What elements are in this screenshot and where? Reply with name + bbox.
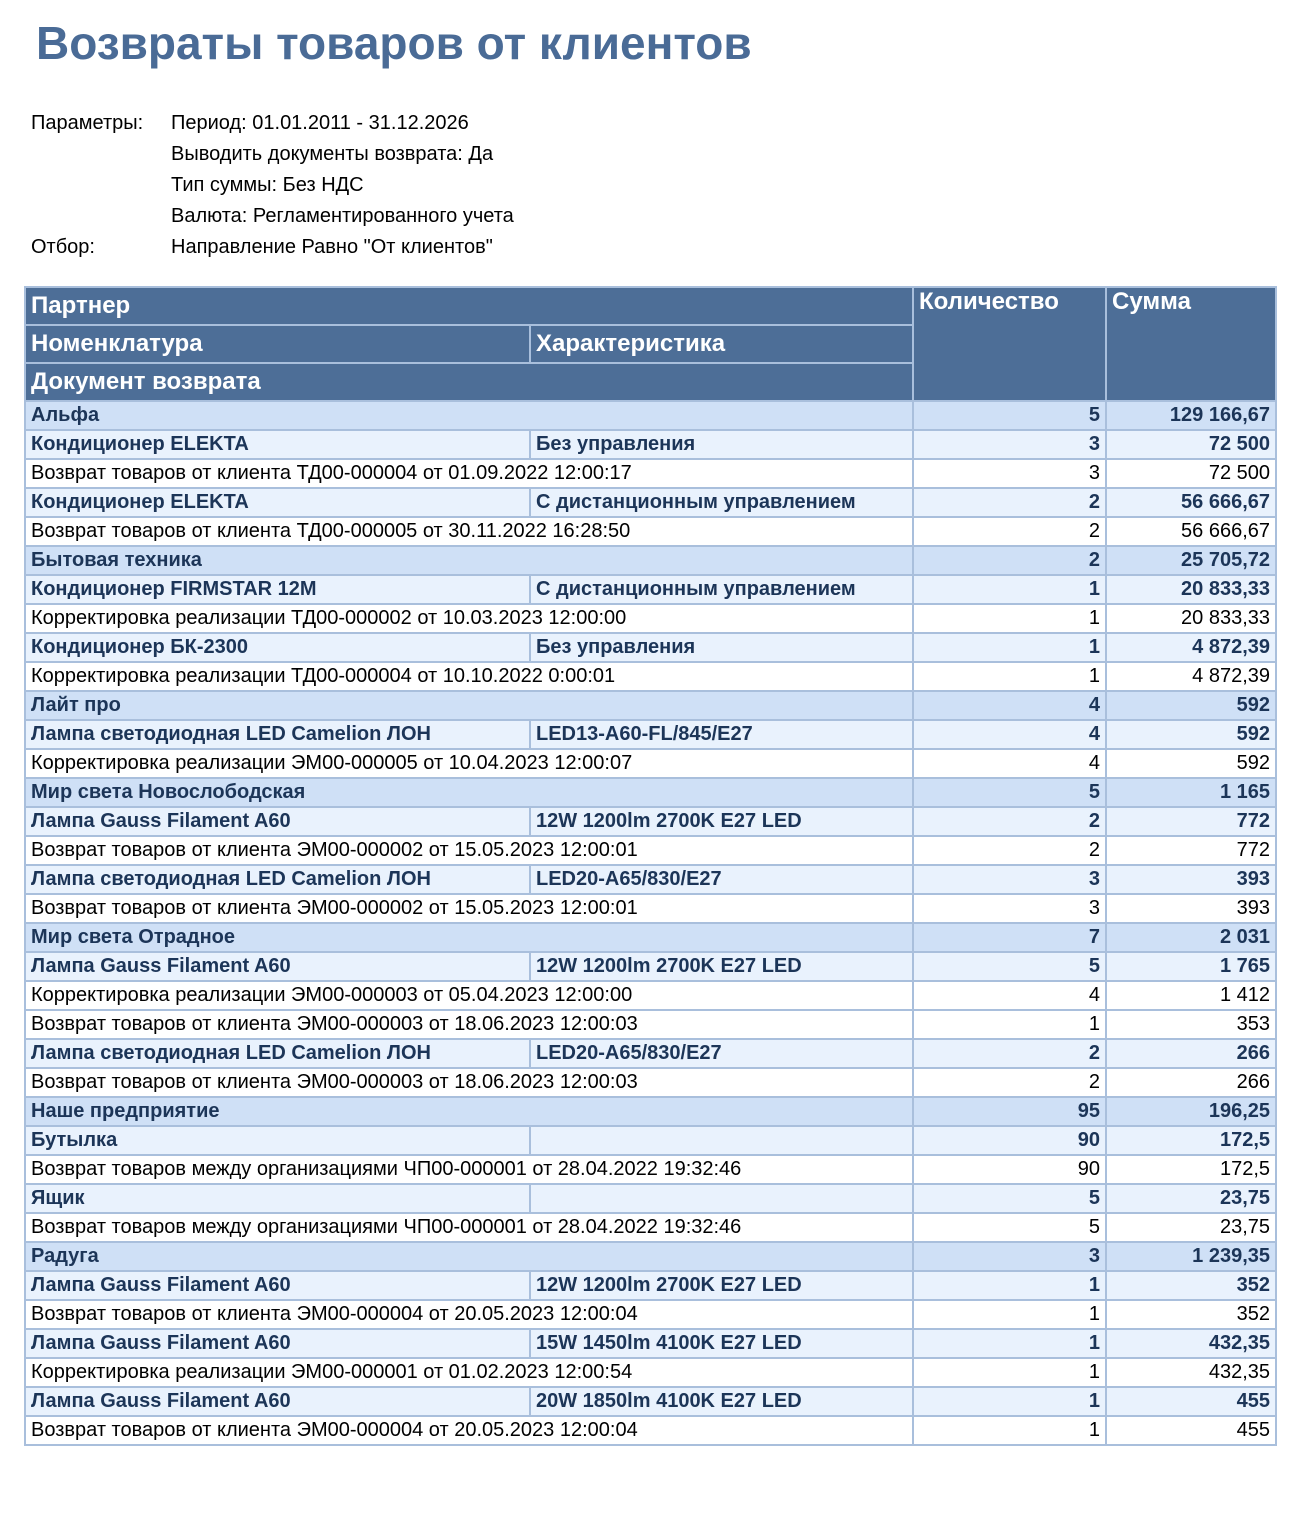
params-label: Параметры: [31,112,144,134]
sum-cell: 266 [1106,1039,1276,1068]
param-sum-type: Тип суммы: Без НДС [171,174,364,196]
nomenclature-row [25,1126,1276,1155]
quantity-cell: 5 [913,952,1106,981]
header-document: Документ возврата [25,363,913,401]
sum-cell: 352 [1106,1300,1276,1329]
characteristic: Без управления [530,633,913,662]
nomenclature-row [25,1039,1276,1068]
param-filter: Направление Равно "От клиентов" [171,236,493,258]
quantity-cell: 5 [913,401,1106,430]
sum-cell: 23,75 [1106,1213,1276,1242]
nomenclature-name: Кондиционер FIRMSTAR 12M [25,575,530,604]
characteristic: С дистанционным управлением [530,575,913,604]
partner-row [25,546,1276,575]
characteristic: Без управления [530,430,913,459]
quantity-cell: 1 [913,1329,1106,1358]
quantity-cell: 5 [913,1184,1106,1213]
sum-cell: 592 [1106,720,1276,749]
document-name: Возврат товаров от клиента ЭМ00-000002 от 15.05.2023 12:00:01 [25,836,913,865]
quantity-cell: 3 [913,430,1106,459]
partner-row [25,691,1276,720]
sum-cell: 1 412 [1106,981,1276,1010]
quantity-cell: 1 [913,1387,1106,1416]
header-quantity: Количество [913,287,1106,401]
document-row [25,1213,1276,1242]
report-parameters [31,108,514,263]
sum-cell: 772 [1106,836,1276,865]
quantity-cell: 4 [913,981,1106,1010]
document-name: Возврат товаров от клиента ЭМ00-000003 от 18.06.2023 12:00:03 [25,1068,913,1097]
partner-row [25,1097,1276,1126]
sum-cell: 455 [1106,1416,1276,1445]
param-row-filter [31,232,514,263]
quantity-cell: 3 [913,1242,1106,1271]
quantity-cell: 90 [913,1155,1106,1184]
partner-name: Лайт про [25,691,913,720]
sum-cell: 592 [1106,749,1276,778]
document-row [25,836,1276,865]
quantity-cell: 1 [913,1271,1106,1300]
document-name: Возврат товаров от клиента ЭМ00-000004 от 20.05.2023 12:00:04 [25,1300,913,1329]
quantity-cell: 1 [913,1416,1106,1445]
document-name: Возврат товаров от клиента ЭМ00-000003 от 18.06.2023 12:00:03 [25,1010,913,1039]
partner-name: Мир света Отрадное [25,923,913,952]
sum-cell: 20 833,33 [1106,575,1276,604]
quantity-cell: 4 [913,749,1106,778]
partner-row [25,1242,1276,1271]
quantity-cell: 4 [913,720,1106,749]
characteristic: 12W 1200lm 2700K E27 LED [530,1271,913,1300]
characteristic: С дистанционным управлением [530,488,913,517]
sum-cell: 72 500 [1106,459,1276,488]
quantity-cell: 5 [913,1213,1106,1242]
header-sum: Сумма [1106,287,1276,401]
nomenclature-row [25,807,1276,836]
document-row [25,517,1276,546]
document-row [25,1155,1276,1184]
document-name: Корректировка реализации ЭМ00-000005 от 10.04.2023 12:00:07 [25,749,913,778]
nomenclature-name: Кондиционер ELEKTA [25,488,530,517]
param-row-period [31,108,514,139]
param-show-docs: Выводить документы возврата: Да [171,143,494,165]
nomenclature-name: Ящик [25,1184,530,1213]
nomenclature-row [25,720,1276,749]
sum-cell: 432,35 [1106,1329,1276,1358]
characteristic: 12W 1200lm 2700K E27 LED [530,952,913,981]
quantity-cell: 2 [913,836,1106,865]
sum-cell: 72 500 [1106,430,1276,459]
quantity-cell: 1 [913,633,1106,662]
sum-cell: 393 [1106,894,1276,923]
nomenclature-name: Лампа Gauss Filament A60 [25,1271,530,1300]
nomenclature-name: Бутылка [25,1126,530,1155]
sum-cell: 129 166,67 [1106,401,1276,430]
sum-cell: 196,25 [1106,1097,1276,1126]
characteristic: LED13-A60-FL/845/E27 [530,720,913,749]
characteristic: 20W 1850lm 4100K E27 LED [530,1387,913,1416]
header-nomenclature: Номенклатура [25,325,530,363]
quantity-cell: 2 [913,1039,1106,1068]
quantity-cell: 1 [913,662,1106,691]
partner-name: Мир света Новослободская [25,778,913,807]
sum-cell: 1 165 [1106,778,1276,807]
sum-cell: 1 239,35 [1106,1242,1276,1271]
quantity-cell: 1 [913,604,1106,633]
sum-cell: 23,75 [1106,1184,1276,1213]
header-partner: Партнер [25,287,913,325]
characteristic [530,1184,913,1213]
sum-cell: 455 [1106,1387,1276,1416]
quantity-cell: 95 [913,1097,1106,1126]
sum-cell: 772 [1106,807,1276,836]
sum-cell: 592 [1106,691,1276,720]
document-row [25,894,1276,923]
characteristic: 12W 1200lm 2700K E27 LED [530,807,913,836]
header-row-partner [25,287,1276,325]
document-name: Корректировка реализации ЭМ00-000001 от 01.02.2023 12:00:54 [25,1358,913,1387]
sum-cell: 56 666,67 [1106,517,1276,546]
characteristic: LED20-A65/830/E27 [530,865,913,894]
sum-cell: 20 833,33 [1106,604,1276,633]
nomenclature-name: Кондиционер БК-2300 [25,633,530,662]
partner-name: Альфа [25,401,913,430]
header-characteristic: Характеристика [530,325,913,363]
sum-cell: 1 765 [1106,952,1276,981]
report-body [25,401,1276,1445]
characteristic [530,1126,913,1155]
quantity-cell: 3 [913,459,1106,488]
sum-cell: 353 [1106,1010,1276,1039]
nomenclature-row [25,633,1276,662]
quantity-cell: 2 [913,488,1106,517]
partner-row [25,923,1276,952]
quantity-cell: 1 [913,575,1106,604]
document-name: Возврат товаров между организациями ЧП00-000001 от 28.04.2022 19:32:46 [25,1155,913,1184]
sum-cell: 4 872,39 [1106,662,1276,691]
partner-name: Наше предприятие [25,1097,913,1126]
sum-cell: 172,5 [1106,1126,1276,1155]
sum-cell: 172,5 [1106,1155,1276,1184]
document-name: Возврат товаров от клиента ЭМ00-000004 от 20.05.2023 12:00:04 [25,1416,913,1445]
document-row [25,1416,1276,1445]
nomenclature-row [25,865,1276,894]
sum-cell: 56 666,67 [1106,488,1276,517]
nomenclature-row [25,1329,1276,1358]
characteristic: 15W 1450lm 4100K E27 LED [530,1329,913,1358]
quantity-cell: 90 [913,1126,1106,1155]
quantity-cell: 5 [913,778,1106,807]
characteristic: LED20-A65/830/E27 [530,1039,913,1068]
returns-table [24,286,1277,1446]
nomenclature-name: Лампа светодиодная LED Camelion ЛОН [25,865,530,894]
document-name: Корректировка реализации ТД00-000002 от 10.03.2023 12:00:00 [25,604,913,633]
nomenclature-name: Лампа Gauss Filament A60 [25,952,530,981]
param-currency: Валюта: Регламентированного учета [171,205,514,227]
nomenclature-row [25,1271,1276,1300]
nomenclature-name: Кондиционер ELEKTA [25,430,530,459]
sum-cell: 432,35 [1106,1358,1276,1387]
nomenclature-name: Лампа Gauss Filament A60 [25,1329,530,1358]
quantity-cell: 3 [913,865,1106,894]
quantity-cell: 4 [913,691,1106,720]
filter-label: Отбор: [31,236,95,258]
quantity-cell: 7 [913,923,1106,952]
quantity-cell: 3 [913,894,1106,923]
partner-name: Бытовая техника [25,546,913,575]
document-row [25,749,1276,778]
nomenclature-name: Лампа светодиодная LED Camelion ЛОН [25,1039,530,1068]
nomenclature-name: Лампа Gauss Filament A60 [25,1387,530,1416]
quantity-cell: 1 [913,1358,1106,1387]
document-name: Возврат товаров от клиента ТД00-000004 от 01.09.2022 12:00:17 [25,459,913,488]
nomenclature-row [25,430,1276,459]
document-row [25,604,1276,633]
sum-cell: 393 [1106,865,1276,894]
document-name: Возврат товаров от клиента ТД00-000005 от 30.11.2022 16:28:50 [25,517,913,546]
document-name: Возврат товаров от клиента ЭМ00-000002 от 15.05.2023 12:00:01 [25,894,913,923]
quantity-cell: 2 [913,1068,1106,1097]
nomenclature-name: Лампа Gauss Filament A60 [25,807,530,836]
param-row-currency [31,201,514,232]
document-row [25,1068,1276,1097]
sum-cell: 4 872,39 [1106,633,1276,662]
document-row [25,1300,1276,1329]
nomenclature-row [25,575,1276,604]
param-row-docs [31,139,514,170]
report-title: Возвраты товаров от клиентов [36,17,752,69]
partner-row [25,778,1276,807]
partner-row [25,401,1276,430]
param-row-sum-type [31,170,514,201]
document-name: Корректировка реализации ТД00-000004 от 10.10.2022 0:00:01 [25,662,913,691]
quantity-cell: 1 [913,1300,1106,1329]
quantity-cell: 2 [913,807,1106,836]
quantity-cell: 2 [913,517,1106,546]
document-row [25,1358,1276,1387]
sum-cell: 25 705,72 [1106,546,1276,575]
nomenclature-row [25,1184,1276,1213]
document-row [25,981,1276,1010]
sum-cell: 266 [1106,1068,1276,1097]
document-name: Возврат товаров между организациями ЧП00-000001 от 28.04.2022 19:32:46 [25,1213,913,1242]
nomenclature-name: Лампа светодиодная LED Camelion ЛОН [25,720,530,749]
nomenclature-row [25,952,1276,981]
sum-cell: 2 031 [1106,923,1276,952]
document-row [25,1010,1276,1039]
document-row [25,662,1276,691]
nomenclature-row [25,488,1276,517]
param-period: Период: 01.01.2011 - 31.12.2026 [171,112,469,134]
partner-name: Радуга [25,1242,913,1271]
quantity-cell: 2 [913,546,1106,575]
sum-cell: 352 [1106,1271,1276,1300]
quantity-cell: 1 [913,1010,1106,1039]
document-row [25,459,1276,488]
document-name: Корректировка реализации ЭМ00-000003 от 05.04.2023 12:00:00 [25,981,913,1010]
nomenclature-row [25,1387,1276,1416]
